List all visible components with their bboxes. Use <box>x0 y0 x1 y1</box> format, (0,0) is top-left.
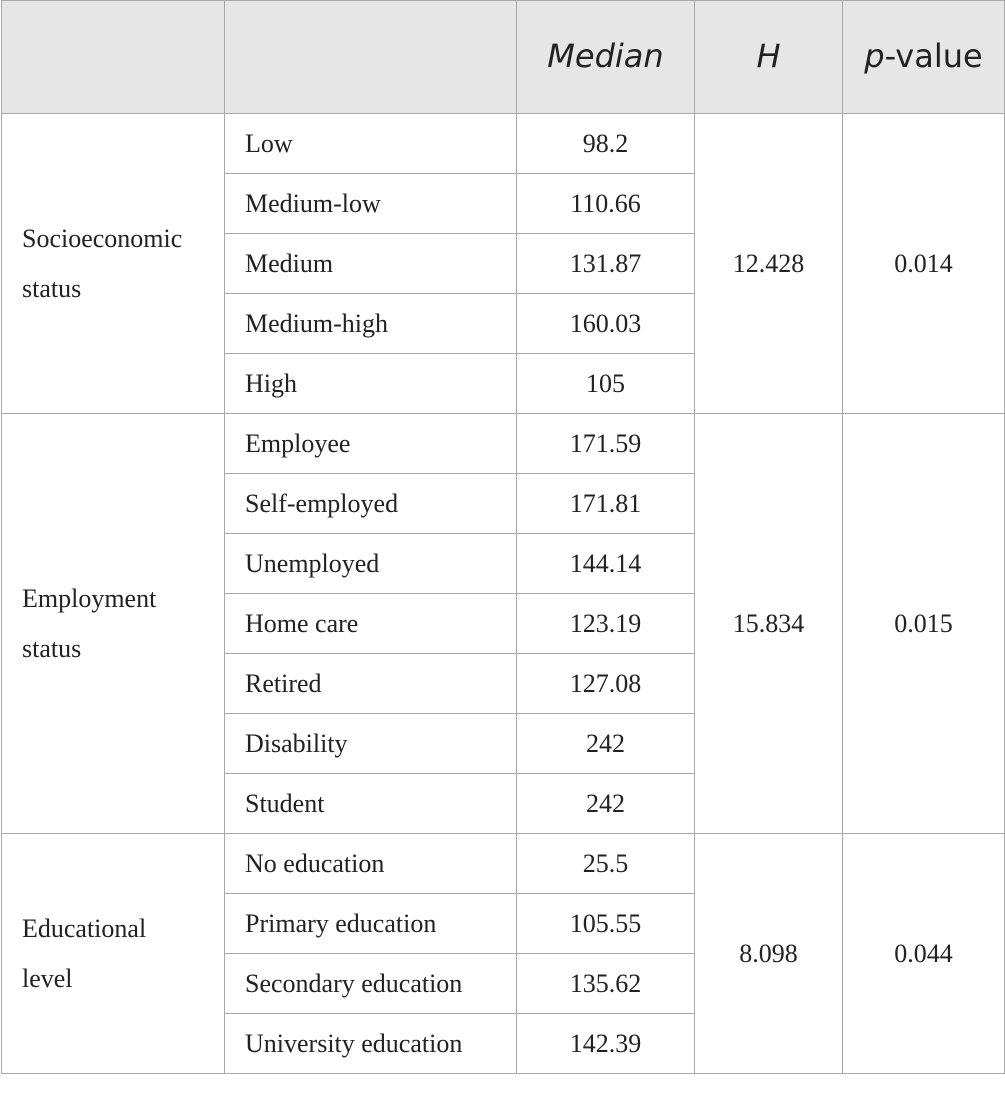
category-cell: Secondary education <box>225 954 517 1014</box>
header-p-value <box>843 1 1005 114</box>
median-cell: 142.39 <box>517 1014 695 1074</box>
median-cell: 171.59 <box>517 414 695 474</box>
category-cell: Medium-high <box>225 294 517 354</box>
header-row <box>2 1 1005 114</box>
category-cell: Medium-low <box>225 174 517 234</box>
group-label-line2: status <box>22 273 82 303</box>
group-label-line1: Socioeconomic <box>22 224 183 254</box>
header-median <box>517 1 695 114</box>
median-cell: 25.5 <box>517 834 695 894</box>
category-cell: Home care <box>225 594 517 654</box>
category-cell: Employee <box>225 414 517 474</box>
header-group-cell <box>2 1 225 114</box>
header-h <box>695 1 843 114</box>
category-cell: Self-employed <box>225 474 517 534</box>
category-cell: University education <box>225 1014 517 1074</box>
category-cell: Primary education <box>225 894 517 954</box>
median-cell: 123.19 <box>517 594 695 654</box>
header-p-italic: p <box>864 37 885 76</box>
category-cell: Medium <box>225 234 517 294</box>
median-cell: 171.81 <box>517 474 695 534</box>
median-cell: 242 <box>517 714 695 774</box>
category-cell: High <box>225 354 517 414</box>
results-table <box>1 0 1005 1074</box>
header-category-cell <box>225 1 517 114</box>
category-cell: No education <box>225 834 517 894</box>
group-label-socioeconomic <box>2 114 225 414</box>
median-cell: 135.62 <box>517 954 695 1014</box>
category-cell: Unemployed <box>225 534 517 594</box>
group-label-employment <box>2 414 225 834</box>
h-cell: 12.428 <box>695 114 843 414</box>
median-cell: 144.14 <box>517 534 695 594</box>
median-cell: 98.2 <box>517 114 695 174</box>
h-cell: 15.834 <box>695 414 843 834</box>
category-cell: Student <box>225 774 517 834</box>
category-cell: Low <box>225 114 517 174</box>
median-cell: 131.87 <box>517 234 695 294</box>
p-value-cell: 0.044 <box>843 834 1005 1074</box>
group-label-line2: level <box>22 963 73 993</box>
p-value-cell: 0.015 <box>843 414 1005 834</box>
category-cell: Retired <box>225 654 517 714</box>
group-label-educational <box>2 834 225 1074</box>
group-label-line2: status <box>22 633 82 663</box>
table-row <box>2 114 1005 174</box>
median-cell: 127.08 <box>517 654 695 714</box>
median-cell: 160.03 <box>517 294 695 354</box>
group-label-line1: Educational <box>22 914 147 944</box>
group-label-line1: Employment <box>22 584 157 614</box>
p-value-cell: 0.014 <box>843 114 1005 414</box>
median-cell: 242 <box>517 774 695 834</box>
header-h-label: H <box>756 37 781 76</box>
header-p-rest: -value <box>884 37 983 76</box>
table-row <box>2 834 1005 894</box>
median-cell: 110.66 <box>517 174 695 234</box>
category-cell: Disability <box>225 714 517 774</box>
table-row <box>2 414 1005 474</box>
header-p-value-label <box>864 37 983 76</box>
h-cell: 8.098 <box>695 834 843 1074</box>
median-cell: 105 <box>517 354 695 414</box>
median-cell: 105.55 <box>517 894 695 954</box>
header-median-label: Median <box>547 37 664 76</box>
